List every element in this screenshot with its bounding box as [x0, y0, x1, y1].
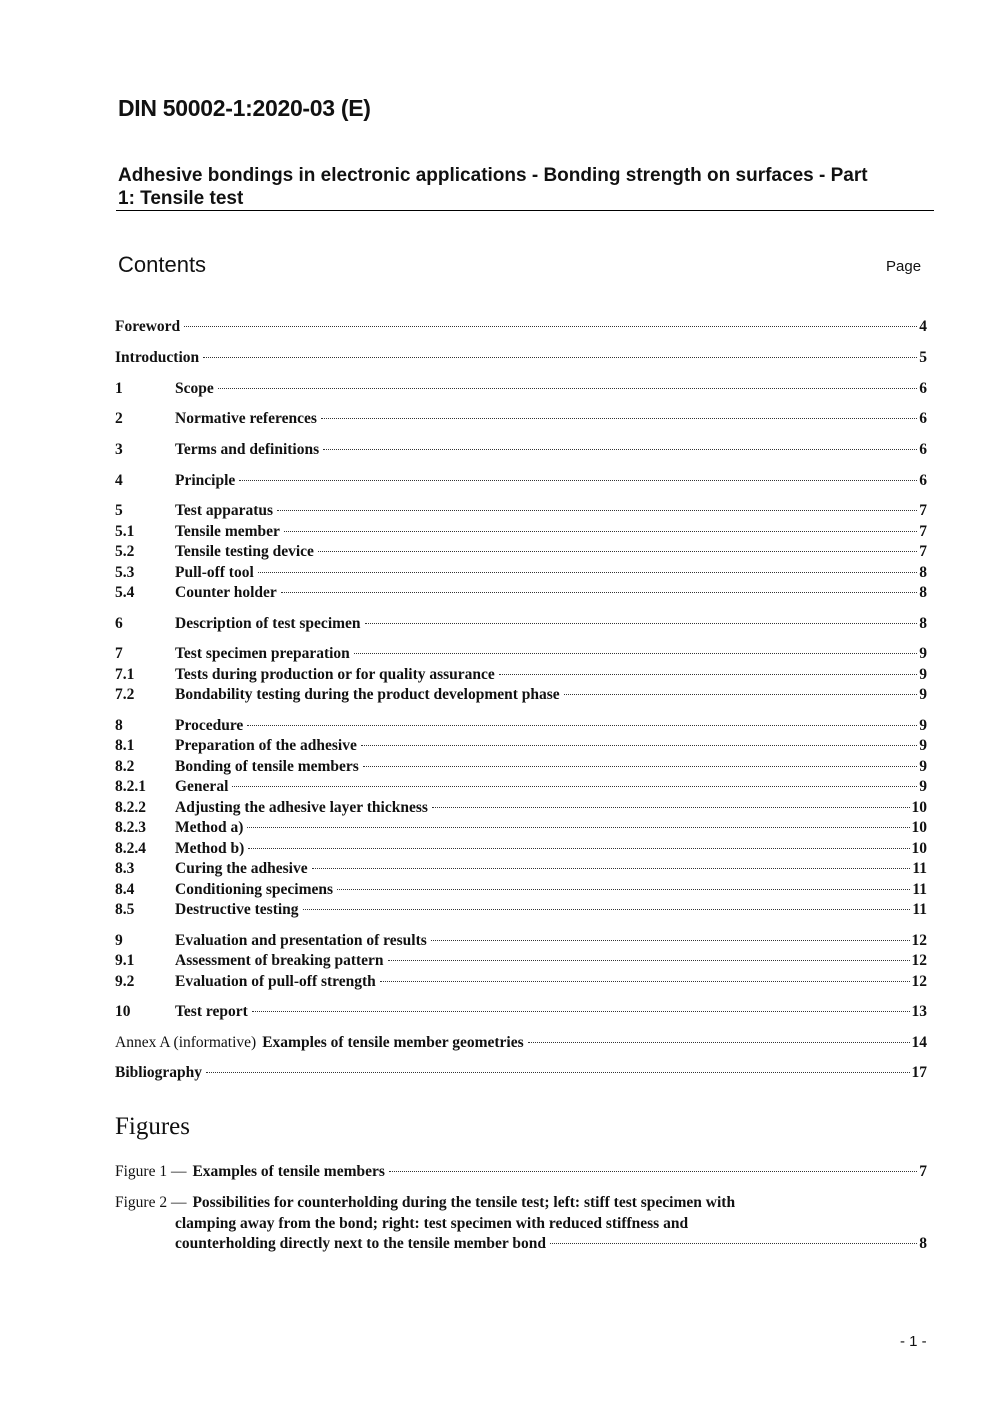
- toc-entry-number: 5.2: [115, 543, 135, 560]
- toc-entry-title: Assessment of breaking pattern: [175, 952, 384, 969]
- toc-entry[interactable]: [115, 1034, 927, 1054]
- toc-entry-title: Destructive testing: [175, 901, 299, 918]
- dot-leader: [564, 694, 918, 695]
- toc-entry-page-number: 10: [911, 799, 927, 816]
- toc-entry-title: Tensile member: [175, 523, 280, 540]
- toc-entry-number: 9.1: [115, 952, 135, 969]
- dot-leader: [550, 1243, 917, 1244]
- toc-entry-page-number: 9: [919, 666, 927, 683]
- toc-entry-page-number: 9: [919, 778, 927, 795]
- toc-entry[interactable]: [115, 349, 927, 369]
- toc-entry[interactable]: [115, 1064, 927, 1084]
- dot-leader: [184, 326, 917, 327]
- toc-entry-page-number: 13: [911, 1003, 927, 1020]
- toc-entry-number: 2: [115, 410, 123, 427]
- dot-leader: [232, 786, 917, 787]
- dot-leader: [281, 592, 917, 593]
- toc-entry-page-number: 7: [919, 543, 927, 560]
- title-divider: [116, 210, 934, 211]
- figure-title-line: clamping away from the bond; right: test specimen with reduced stiffness and: [175, 1214, 689, 1232]
- toc-entry-number: 8.2.3: [115, 819, 146, 836]
- figure-label: Figure 1 —: [115, 1163, 187, 1180]
- toc-entry-number: 8.2.1: [115, 778, 146, 795]
- toc-entry-title: General: [175, 778, 229, 795]
- dot-leader: [318, 551, 917, 552]
- toc-entry-number: 8.5: [115, 901, 135, 918]
- toc-entry-number: 10: [115, 1003, 131, 1020]
- toc-entry-number: 5: [115, 502, 123, 519]
- toc-entry-number: 5.3: [115, 564, 135, 581]
- toc-entry-number: 8: [115, 717, 123, 734]
- dot-leader: [388, 960, 910, 961]
- toc-entry-number: 1: [115, 380, 123, 397]
- document-title: [118, 164, 918, 210]
- toc-entry[interactable]: [115, 737, 927, 757]
- dot-leader: [361, 745, 917, 746]
- toc-entry-page-number: 6: [919, 410, 927, 427]
- toc-entry-title: Conditioning specimens: [175, 881, 334, 898]
- dot-leader: [323, 449, 917, 450]
- toc-entry[interactable]: [115, 523, 927, 543]
- toc-entry[interactable]: [115, 543, 927, 563]
- figure-title: Examples of tensile members: [192, 1163, 385, 1180]
- toc-entry[interactable]: [115, 932, 927, 952]
- toc-entry-number: 6: [115, 615, 123, 632]
- toc-entry-title: Tensile testing device: [175, 543, 314, 560]
- toc-entry[interactable]: [115, 645, 927, 665]
- toc-entry-title: Test report: [175, 1003, 248, 1020]
- toc-entry[interactable]: [115, 840, 927, 860]
- toc-entry-number: 8.2.2: [115, 799, 146, 816]
- toc-entry-title: Bondability testing during the product development phase: [175, 686, 560, 703]
- dot-leader: [354, 653, 917, 654]
- toc-entry-number: 9.2: [115, 973, 135, 990]
- toc-entry-title: Adjusting the adhesive layer thickness: [175, 799, 428, 816]
- toc-entry-page-number: 6: [919, 441, 927, 458]
- figure-entry-1[interactable]: [115, 1163, 927, 1184]
- toc-entry-page-number: 9: [919, 737, 927, 754]
- toc-entry-page-number: 17: [911, 1064, 927, 1081]
- toc-entry-title: Counter holder: [175, 584, 277, 601]
- toc-entry-title: Terms and definitions: [175, 441, 320, 458]
- toc-entry-number: 8.4: [115, 881, 135, 898]
- toc-entry-page-number: 14: [911, 1034, 927, 1051]
- toc-entry-number: 7.1: [115, 666, 135, 683]
- toc-entry[interactable]: [115, 819, 927, 839]
- contents-heading: Contents: [118, 252, 207, 277]
- figure-title-line: Possibilities for counterholding during the tensile test; left: stiff test specimen with: [192, 1194, 736, 1211]
- toc-entry-number: 8.2.4: [115, 840, 146, 857]
- toc-entry[interactable]: [115, 584, 927, 604]
- dot-leader: [206, 1072, 910, 1073]
- toc-entry-title: Evaluation and presentation of results: [175, 932, 427, 949]
- dot-leader: [528, 1042, 910, 1043]
- toc-entry-page-number: 11: [912, 881, 927, 898]
- document-title-line-1: Adhesive bondings in electronic applications - Bonding strength on surfaces - Part: [118, 165, 868, 186]
- toc-entry-page-number: 8: [919, 584, 927, 601]
- toc-entry[interactable]: [115, 1003, 927, 1023]
- document-title-line-2: 1: Tensile test: [118, 188, 244, 209]
- toc-entry-title: Bibliography: [115, 1064, 202, 1081]
- dot-leader: [389, 1171, 917, 1172]
- toc-entry-page-number: 9: [919, 758, 927, 775]
- toc-entry-page-number: 6: [919, 380, 927, 397]
- dot-leader: [258, 572, 917, 573]
- toc-entry[interactable]: [115, 410, 927, 430]
- dot-leader: [365, 623, 918, 624]
- toc-entry-page-number: 11: [912, 860, 927, 877]
- toc-entry-number: 8.1: [115, 737, 135, 754]
- toc-entry-number: 9: [115, 932, 123, 949]
- toc-entry-title: Bonding of tensile members: [175, 758, 359, 775]
- toc-entry-page-number: 4: [919, 318, 927, 335]
- toc-entry-page-number: 9: [919, 717, 927, 734]
- figure-label: Figure 2 —: [115, 1194, 187, 1211]
- toc-entry-number: 5.1: [115, 523, 135, 540]
- toc-entry[interactable]: [115, 666, 927, 686]
- figure-page-number: 7: [919, 1163, 927, 1180]
- page-number-footer: - 1 -: [900, 1333, 927, 1350]
- toc-entry-title: Tests during production or for quality assurance: [175, 666, 495, 683]
- toc-entry-title: Preparation of the adhesive: [175, 737, 357, 754]
- toc-entry-title: Normative references: [175, 410, 317, 427]
- dot-leader: [239, 480, 917, 481]
- figure-entry-2[interactable]: [115, 1194, 927, 1256]
- dot-leader: [203, 357, 917, 358]
- toc-entry[interactable]: [115, 717, 927, 737]
- toc-entry-page-number: 9: [919, 686, 927, 703]
- toc-entry-title: Evaluation of pull-off strength: [175, 973, 376, 990]
- toc-entry[interactable]: [115, 881, 927, 901]
- dot-leader: [247, 725, 917, 726]
- toc-entry-title: Pull-off tool: [175, 564, 254, 581]
- toc-entry-prefix: Annex A (informative): [115, 1034, 257, 1051]
- figure-page-number: 8: [919, 1235, 927, 1252]
- toc-entry[interactable]: [115, 799, 927, 819]
- toc-entry[interactable]: [115, 860, 927, 880]
- toc-entry-page-number: 10: [911, 840, 927, 857]
- toc-entry-number: 8.2: [115, 758, 135, 775]
- toc-entry[interactable]: [115, 778, 927, 798]
- toc-entry-title: Introduction: [115, 349, 200, 366]
- toc-entry-page-number: 6: [919, 472, 927, 489]
- toc-entry[interactable]: [115, 441, 927, 461]
- page-column-heading: Page: [886, 258, 922, 275]
- dot-leader: [284, 531, 917, 532]
- dot-leader: [303, 909, 911, 910]
- dot-leader: [363, 766, 917, 767]
- toc-entry-number: 7.2: [115, 686, 135, 703]
- toc-entry-page-number: 12: [911, 952, 927, 969]
- toc-entry-number: 8.3: [115, 860, 135, 877]
- toc-entry-title: Curing the adhesive: [175, 860, 308, 877]
- dot-leader: [247, 827, 909, 828]
- toc-entry-page-number: 9: [919, 645, 927, 662]
- toc-entry-number: 3: [115, 441, 123, 458]
- toc-entry-page-number: 10: [911, 819, 927, 836]
- toc-entry-title: Scope: [175, 380, 214, 397]
- toc-entry-number: 5.4: [115, 584, 135, 601]
- toc-entry-page-number: 7: [919, 502, 927, 519]
- document-id: DIN 50002-1:2020-03 (E): [118, 95, 371, 121]
- dot-leader: [248, 848, 909, 849]
- toc-entry-title: Procedure: [175, 717, 244, 734]
- toc-entry[interactable]: [115, 472, 927, 492]
- toc-entry-page-number: 8: [919, 564, 927, 581]
- toc-entry[interactable]: [115, 502, 927, 522]
- dot-leader: [337, 889, 910, 890]
- toc-entry[interactable]: [115, 615, 927, 635]
- toc-entry-title: Examples of tensile member geometries: [262, 1034, 524, 1051]
- toc-entry-number: 7: [115, 645, 123, 662]
- toc-entry-title: Test apparatus: [175, 502, 274, 519]
- toc-entry[interactable]: [115, 973, 927, 993]
- dot-leader: [499, 674, 917, 675]
- dot-leader: [218, 388, 918, 389]
- dot-leader: [380, 981, 910, 982]
- toc-entry-page-number: 5: [919, 349, 927, 366]
- toc-entry[interactable]: [115, 901, 927, 921]
- toc-entry[interactable]: [115, 686, 927, 706]
- toc-entry-title: Description of test specimen: [175, 615, 361, 632]
- toc-entry-title: Method b): [175, 840, 245, 857]
- toc-entry-title: Principle: [175, 472, 236, 489]
- dot-leader: [277, 510, 917, 511]
- dot-leader: [312, 868, 911, 869]
- toc-entry-title: Test specimen preparation: [175, 645, 350, 662]
- toc-entry-title: Foreword: [115, 318, 181, 335]
- toc-entry-page-number: 8: [919, 615, 927, 632]
- toc-entry[interactable]: [115, 380, 927, 400]
- figure-title-line: counterholding directly next to the tensile member bond: [175, 1235, 546, 1252]
- toc-entry-page-number: 11: [912, 901, 927, 918]
- figures-heading: Figures: [115, 1113, 190, 1140]
- toc-entry-title: Method a): [175, 819, 244, 836]
- toc-entry-number: 4: [115, 472, 123, 489]
- toc-entry-page-number: 7: [919, 523, 927, 540]
- toc-entry[interactable]: [115, 952, 927, 972]
- toc-entry-page-number: 12: [911, 932, 927, 949]
- dot-leader: [321, 418, 917, 419]
- dot-leader: [252, 1011, 910, 1012]
- dot-leader: [431, 940, 910, 941]
- dot-leader: [432, 807, 910, 808]
- toc-entry[interactable]: [115, 318, 927, 338]
- toc-entry[interactable]: [115, 758, 927, 778]
- toc-entry-page-number: 12: [911, 973, 927, 990]
- toc-entry[interactable]: [115, 564, 927, 584]
